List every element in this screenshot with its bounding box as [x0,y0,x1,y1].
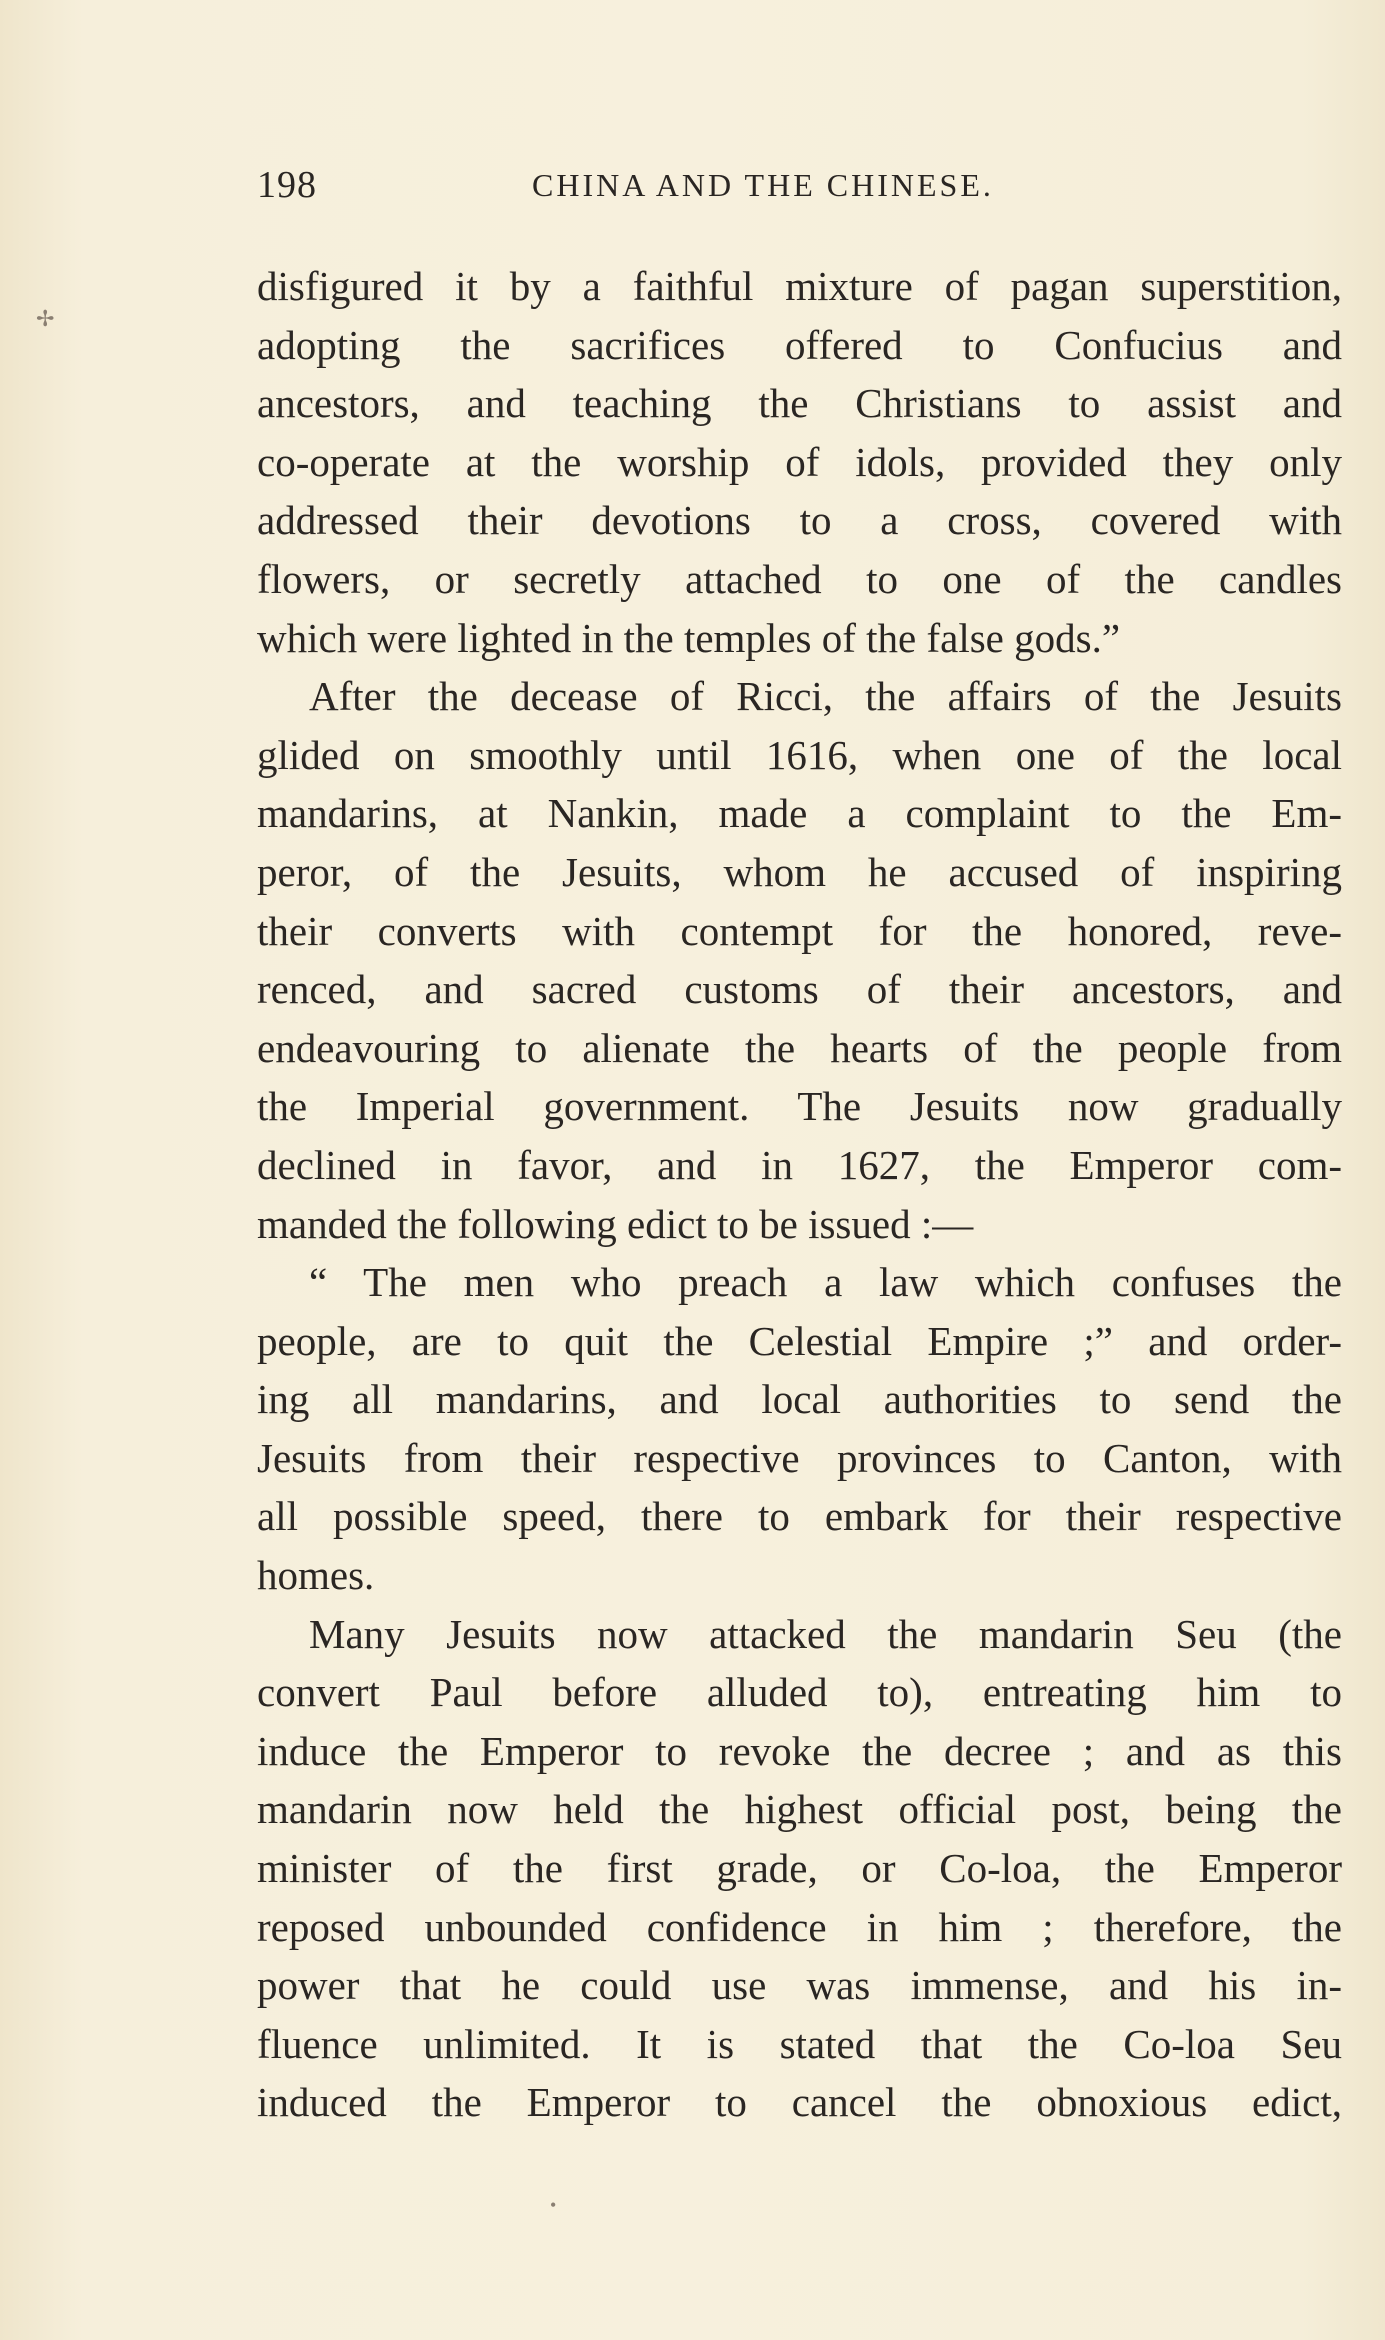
text-line: ing all mandarins, and local authorities to send the [257,1376,1342,1423]
text-line: reposed unbounded confidence in him ; therefore, the [257,1903,1342,1950]
text-line: induced the Emperor to cancel the obnoxious edict, [257,2079,1342,2126]
text-line: homes. [257,1552,375,1599]
paragraph-start-line: Many Jesuits now attacked the mandarin Seu (the [309,1610,1342,1657]
text-line: flowers, or secretly attached to one of the candles [257,555,1342,602]
paragraph-start-line: After the decease of Ricci, the affairs of the Jesuits [309,673,1342,720]
text-line: adopting the sacrifices offered to Confucius and [257,321,1342,368]
running-title: CHINA AND THE CHINESE. [532,167,994,203]
quoted-edict-line: “ The men who preach a law which confuses the [309,1259,1342,1306]
text-line: declined in favor, and in 1627, the Emperor com- [257,1141,1342,1188]
text-line: the Imperial government. The Jesuits now gradually [257,1083,1342,1130]
footer-mark: • [550,2195,557,2215]
body-text [257,257,1342,2132]
text-line: mandarins, at Nankin, made a complaint to the Em- [257,790,1342,837]
text-line: ancestors, and teaching the Christians to assist and [257,380,1342,427]
text-line: induce the Emperor to revoke the decree ; and as this [257,1727,1342,1774]
text-line: endeavouring to alienate the hearts of the people from [257,1024,1342,1071]
text-line: Jesuits from their respective provinces to Canton, with [257,1434,1342,1481]
text-line: fluence unlimited. It is stated that the Co-loa Seu [257,2020,1342,2067]
text-line: minister of the first grade, or Co-loa, the Emperor [257,1845,1342,1892]
page-number: 198 [257,164,317,206]
text-line: manded the following edict to be issued :— [257,1200,974,1247]
text-line: people, are to quit the Celestial Empire ;” and order- [257,1317,1342,1364]
text-line: co-operate at the worship of idols, provided they only [257,438,1342,485]
text-line: disfigured it by a faithful mixture of pagan superstition, [257,263,1342,309]
text-line: convert Paul before alluded to), entreating him to [257,1669,1342,1716]
page-header [257,163,1342,223]
text-line: glided on smoothly until 1616, when one of the local [257,731,1342,778]
text-line: which were lighted in the temples of the false gods.” [257,614,1121,661]
text-line: all possible speed, there to embark for their respective [257,1493,1342,1540]
text-line: peror, of the Jesuits, whom he accused of inspiring [257,848,1342,895]
text-line: mandarin now held the highest official post, being the [257,1786,1342,1833]
text-line: renced, and sacred customs of their ancestors, and [257,966,1342,1013]
text-line: power that he could use was immense, and his in- [257,1962,1342,2009]
text-line: their converts with contempt for the honored, reve- [257,907,1342,954]
text-line: addressed their devotions to a cross, covered with [257,497,1342,544]
margin-mark: ✢ [36,306,55,331]
